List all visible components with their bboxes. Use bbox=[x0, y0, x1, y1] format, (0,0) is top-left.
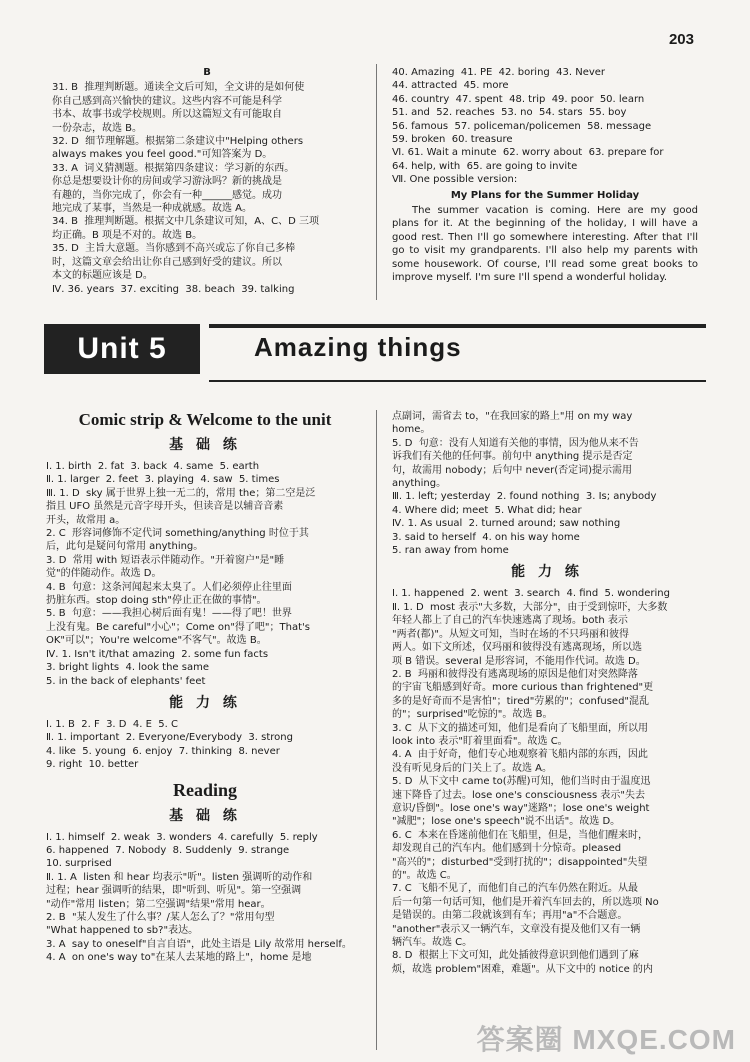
answer-line: 你自己感到高兴愉快的建议。这些内容不可能是科学 bbox=[52, 95, 282, 107]
answer-line: 3. D 常用 with 短语表示伴随动作。"开着窗户"是"睡 bbox=[46, 554, 285, 566]
answer-line: "减肥"；lose one's speech"说不出话"。故选 D。 bbox=[392, 816, 621, 828]
answer-line: 5. B 句意：——我担心树后面有鬼！——得了吧！世界 bbox=[46, 608, 292, 620]
answer-line: 40. Amazing 41. PE 42. boring 43. Never bbox=[392, 67, 606, 78]
answer-line: Ⅲ. 1. left; yesterday 2. found nothing 3. Is; anybody bbox=[392, 491, 657, 503]
answer-line: 觉"的伴随动作。故选 D。 bbox=[46, 568, 162, 580]
answer-line: 上没有鬼。Be careful"小心"；Come on"得了吧"；That's bbox=[46, 621, 310, 633]
answer-line: Ⅱ. 1. A listen 和 hear 均表示"听"。listen 强调听的动作和 bbox=[46, 871, 313, 883]
answer-line: Ⅵ. 61. Wait a minute 62. worry about 63. prepare for bbox=[392, 147, 664, 159]
answer-line: 本文的标题应该是 D。 bbox=[52, 270, 153, 282]
answer-line: Ⅰ. 1. himself 2. weak 3. wonders 4. carefully 5. reply bbox=[46, 831, 318, 843]
answer-line: 46. country 47. spent 48. trip 49. poor 50. learn bbox=[392, 93, 645, 105]
answer-line: 32. D 细节理解题。根据第二条建议中"Helping others bbox=[52, 136, 304, 148]
answer-line: 4. B 句意：这条河闻起来太臭了。人们必须停止往里面 bbox=[46, 581, 292, 593]
section-heading: Reading bbox=[172, 779, 237, 800]
answer-line: 34. B 推理判断题。根据文中几条建议可知，A、C、D 三项 bbox=[52, 216, 320, 228]
answer-line: Ⅳ. 36. years 37. exciting 38. beach 39. talking bbox=[52, 283, 295, 295]
answer-line: 没有听见身后的门关上了。故选 A。 bbox=[392, 762, 553, 774]
answer-line: 点副词，需省去 to，"在我回家的路上"用 on my way bbox=[392, 411, 633, 422]
answer-line: 的"；surprised"吃惊的"。故选 B。 bbox=[392, 709, 553, 721]
answer-line: Ⅶ. One possible version: bbox=[392, 174, 518, 186]
answer-line: 后一句第一句话可知，他们是开着汽车回去的，所以选项 No bbox=[392, 896, 659, 908]
answer-line: 10. surprised bbox=[46, 858, 112, 870]
answer-line: Ⅱ. 1. important 2. Everyone/Everybody 3. strong bbox=[46, 732, 293, 744]
answer-list bbox=[46, 460, 364, 688]
bottom-right-column bbox=[392, 410, 702, 976]
answer-line: 书本、故事书或学校规则。所以这篇短文有可能取自 bbox=[52, 109, 282, 121]
answer-line: 2. B 玛丽和彼得没有逃离现场的原因是他们对突然降落 bbox=[392, 668, 638, 680]
answer-line: "动作"常用 listen；第二空强调"结果"常用 hear。 bbox=[46, 898, 271, 910]
top-left-column bbox=[52, 64, 362, 296]
answer-line: OK"可以"；You're welcome"不客气"。故选 B。 bbox=[46, 635, 267, 647]
answer-line: 你总是想要设计你的房间或学习游泳吗？新的挑战是 bbox=[52, 176, 282, 188]
answer-line: Ⅱ. 1. D most 表示"大多数，大部分"，由于受到惊吓，大多数 bbox=[392, 601, 668, 613]
answer-line: Ⅳ. 1. Isn't it/that amazing 2. some fun facts bbox=[46, 648, 269, 660]
answer-line: 35. D 主旨大意题。当你感到不高兴或忘了你自己多棒 bbox=[52, 243, 296, 255]
answer-line: 9. right 10. better bbox=[46, 759, 139, 771]
sub-heading: 基 础 练 bbox=[169, 437, 241, 453]
answer-line: anything。 bbox=[392, 478, 447, 490]
answer-line: 句，故需用 nobody；后句中 never(否定词)提示需用 bbox=[392, 464, 633, 476]
answer-line: 项 B 错误。several 是形容词，不能用作代词。故选 D。 bbox=[392, 655, 646, 667]
answer-list bbox=[46, 718, 364, 772]
answer-line: 诉我们有关他的任何事。前句中 anything 提示是否定 bbox=[392, 451, 633, 463]
essay-title: My Plans for the Summer Holiday bbox=[450, 189, 640, 201]
answer-line: 44. attracted 45. more bbox=[392, 80, 509, 92]
answer-line: 速下降昏了过去。lose one's consciousness 表示"失去 bbox=[392, 789, 645, 801]
bottom-left-column bbox=[46, 410, 364, 965]
answer-line: 56. famous 57. policeman/policemen 58. message bbox=[392, 120, 652, 132]
answer-line: 意识/昏倒"。lose one's way"迷路"；lose one's weight bbox=[392, 802, 650, 814]
answer-line: 64. help, with 65. are going to invite bbox=[392, 160, 578, 172]
banner-rule bbox=[209, 380, 706, 382]
answer-line: 的"。故选 C。 bbox=[392, 870, 457, 881]
answer-line: 3. C 从下文的描述可知，他们是看向了飞船里面，所以用 bbox=[392, 722, 649, 734]
answer-line: "两者(都)"。从短文可知，当时在场的不只玛丽和彼得 bbox=[392, 628, 630, 640]
column-divider bbox=[376, 64, 377, 300]
answer-line: "高兴的"；disturbed"受到打扰的"；disappointed"失望 bbox=[392, 856, 648, 868]
answer-line: 一份杂志，故选 B。 bbox=[52, 122, 143, 134]
answer-line: 4. like 5. young 6. enjoy 7. thinking 8. never bbox=[46, 745, 280, 757]
answer-line: 过程；hear 强调听的结果，即"听到、听见"。第一空强调 bbox=[46, 885, 302, 897]
sub-heading: 能 力 练 bbox=[511, 564, 583, 581]
answer-line: 8. D 根据上下文可知，此处插彼得意识到他们遇到了麻 bbox=[392, 950, 639, 962]
answer-line: 33. A 词义猜测题。根据第四条建议：学习新的东西。 bbox=[52, 162, 295, 174]
answer-line: home。 bbox=[392, 424, 431, 436]
answer-line: Ⅰ. 1. B 2. F 3. D 4. E 5. C bbox=[46, 718, 178, 730]
answer-line: Ⅰ. 1. happened 2. went 3. search 4. find 5. wondering bbox=[392, 588, 670, 600]
answer-line: 指且 UFO 虽然是元音字母开头，但读音是以辅音音素 bbox=[46, 501, 284, 513]
answer-line: always makes you feel good."可知答案为 D。 bbox=[52, 149, 273, 161]
answer-line: "What happened to sb?"表达。 bbox=[46, 925, 199, 937]
answer-line: 6. happened 7. Nobody 8. Suddenly 9. strange bbox=[46, 844, 290, 856]
answer-line: Ⅳ. 1. As usual 2. turned around; saw nothing bbox=[392, 518, 621, 530]
answer-line: 3. A say to oneself"自言自语"，此处主语是 Lily 故常用 herself。 bbox=[46, 938, 352, 950]
top-right-column bbox=[392, 66, 702, 285]
column-divider bbox=[376, 410, 377, 1050]
answer-line: 5. D 句意：没有人知道有关他的事情，因为他从来不告 bbox=[392, 437, 639, 449]
sub-heading: 能 力 练 bbox=[169, 694, 241, 711]
answer-line: 均正确。B 项是不对的。故选 B。 bbox=[52, 229, 203, 241]
unit-banner bbox=[44, 318, 706, 388]
answer-line: 7. C 飞船不见了，而他们自己的汽车仍然在附近。从最 bbox=[392, 883, 639, 895]
answer-line: 有趣的，当你完成了，你会有一种______感觉。成功 bbox=[52, 189, 282, 201]
answer-line: 扔脏东西。stop doing sth"停止正在做的事情"。 bbox=[46, 595, 267, 607]
answer-line: 6. C 本来在昏迷前他们在飞船里，但是，当他们醒来时， bbox=[392, 829, 649, 841]
answer-line: 4. A on one's way to"在某人去某地的路上"，home 是地 bbox=[46, 952, 312, 964]
banner-rule bbox=[209, 324, 706, 328]
answer-line: "another"表示又一辆汽车，文章没有提及他们又有一辆 bbox=[392, 923, 641, 935]
answer-line: 两人。如下文所述，仅玛丽和彼得没有逃离现场，所以选 bbox=[392, 642, 642, 654]
essay-body: The summer vacation is coming. Here are my good plans for it. At the beginning of the holiday, I will have a good rest. Then I'll go somewhere interesting. After that I'll go to visit my grandparents. I'll also help my parents with some housework. Of course, I'll read some great books to improve myself. I'm sure I'll spend a wonderful holiday. bbox=[392, 205, 702, 284]
answer-line: 地完成了某事，当然是一种成就感。故选 A。 bbox=[52, 203, 253, 215]
answer-line: 是错误的。由第二段就该到有车；再用"a"不合题意。 bbox=[392, 910, 628, 922]
answer-list bbox=[392, 66, 698, 187]
answer-line: 开头，故常用 a。 bbox=[46, 514, 126, 526]
answer-line: 2. C 形容词修饰不定代词 something/anything 时位于其 bbox=[46, 528, 309, 540]
section-label: B bbox=[203, 67, 211, 78]
answer-line: 多的是好奇而不是害怕"；tired"劳累的"；confused"混乱 bbox=[392, 695, 650, 707]
sub-heading: 基 础 练 bbox=[169, 807, 241, 824]
answer-line: 4. A 由于好奇，他们专心地观察着飞船内部的东西，因此 bbox=[392, 749, 648, 761]
answer-line: 5. D 从下文中 came to(苏醒)可知，他们当时由于温度迅 bbox=[392, 776, 651, 788]
answer-line: 辆汽车。故选 C。 bbox=[392, 937, 473, 949]
watermark: 答案圈 MXQE.COM bbox=[476, 1024, 736, 1055]
answer-list bbox=[52, 81, 362, 296]
answer-line: 3. bright lights 4. look the same bbox=[46, 662, 209, 674]
answer-line: 4. Where did; meet 5. What did; hear bbox=[392, 504, 582, 516]
answer-line: 后，此句是疑问句常用 anything。 bbox=[46, 541, 204, 553]
answer-line: 59. broken 60. treasure bbox=[392, 134, 513, 146]
answer-line: 5. in the back of elephants' feet bbox=[46, 675, 206, 687]
answer-line: 5. ran away from home bbox=[392, 545, 509, 557]
answer-line: 时，这篇文章会给出让你自己感到好受的建议。所以 bbox=[52, 256, 282, 268]
answer-line: 3. said to herself 4. on his way home bbox=[392, 531, 580, 543]
answer-line: 烦，故选 problem"困难，难题"。从下文中的 notice 的内 bbox=[392, 963, 653, 975]
unit-title: Amazing things bbox=[254, 332, 462, 362]
answer-line: 年轻人都上了自己的汽车快速逃离了现场。both 表示 bbox=[392, 615, 628, 627]
answer-line: Ⅲ. 1. D sky 属于世界上独一无二的，常用 the；第二空是泛 bbox=[46, 487, 316, 499]
answer-line: 31. B 推理判断题。通读全文后可知，全文讲的是如何使 bbox=[52, 82, 305, 94]
answer-list bbox=[392, 587, 702, 976]
page-number: 203 bbox=[668, 31, 694, 48]
answer-line: 2. B "某人发生了什么事？/某人怎么了？"常用句型 bbox=[46, 911, 275, 923]
answer-line: Ⅱ. 1. larger 2. feet 3. playing 4. saw 5. times bbox=[46, 474, 280, 486]
answer-list bbox=[46, 831, 364, 965]
answer-line: 51. and 52. reaches 53. no 54. stars 55. boy bbox=[392, 107, 627, 119]
answer-line: 的宇宙飞船感到好奇。more curious than frightened"更 bbox=[392, 682, 654, 694]
unit-label: Unit 5 bbox=[44, 324, 200, 374]
section-heading: Comic strip & Welcome to the unit bbox=[78, 410, 332, 429]
answer-line: look into 表示"盯着里面看"。故选 C。 bbox=[392, 735, 568, 747]
answer-line: 却发现自己的汽车内。他们感到十分惊奇。pleased bbox=[392, 843, 622, 855]
answer-list bbox=[392, 410, 702, 557]
answer-line: Ⅰ. 1. birth 2. fat 3. back 4. same 5. earth bbox=[46, 461, 260, 472]
